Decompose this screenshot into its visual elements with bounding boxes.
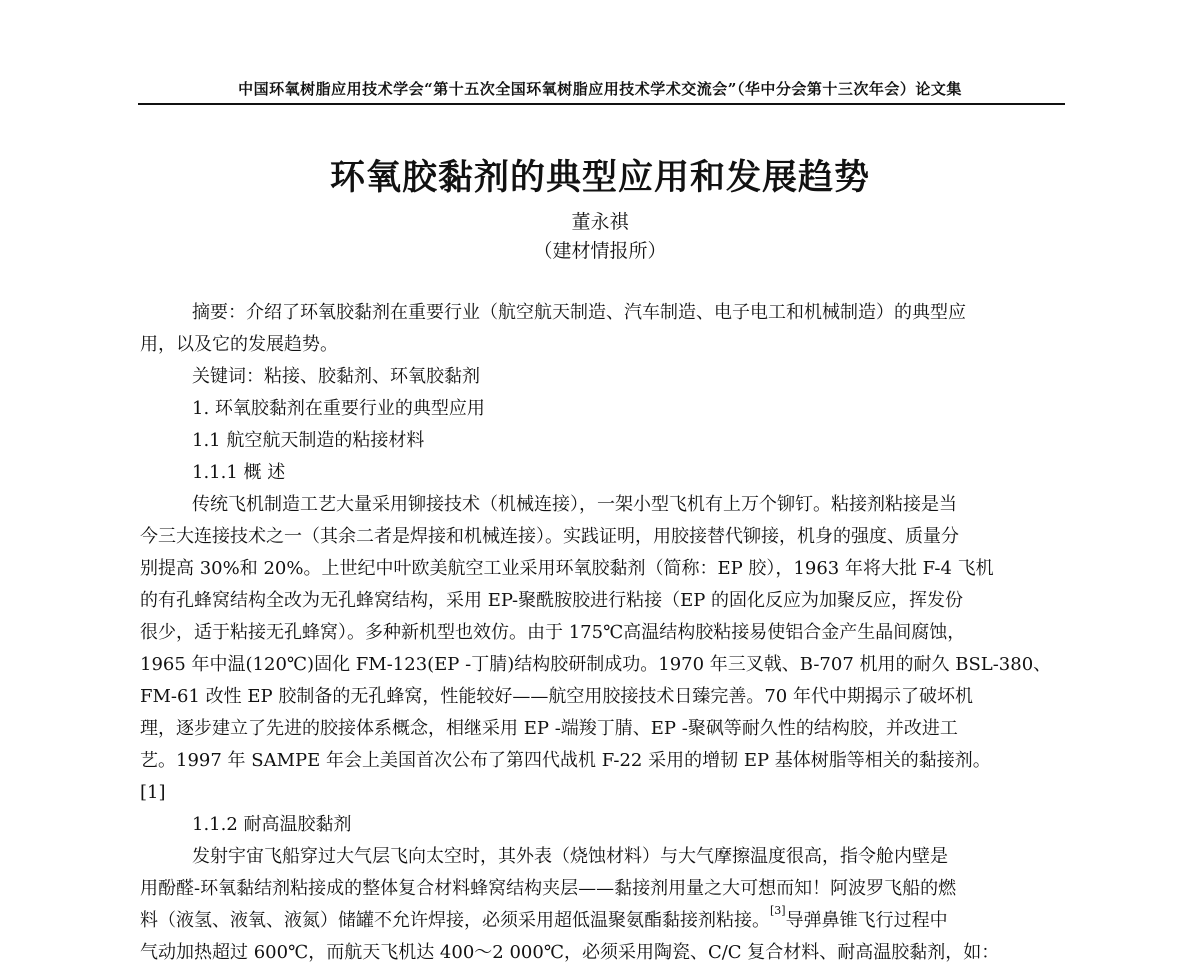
paragraph-1-line: FM-61 改性 EP 胶制备的无孔蜂窝，性能较好——航空用胶接技术日臻完善。70 年代中期揭示了破坏机	[140, 686, 973, 707]
paper-title: 环氧胶黏剂的典型应用和发展趋势	[329, 158, 870, 198]
paragraph-1-line: 今三大连接技术之一（其余二者是焊接和机械连接）。实践证明，用胶接替代铆接，机身的强度、质量分	[140, 526, 959, 547]
author-name: 董永祺	[571, 211, 629, 233]
abstract-line-2: 用，以及它的发展趋势。	[140, 334, 338, 355]
author-affiliation: （建材情报所）	[533, 240, 667, 262]
paragraph-2-text: 导弹鼻锥飞行过程中	[785, 910, 948, 931]
paragraph-2-line: 发射宇宙飞船穿过大气层飞向太空时，其外表（烧蚀材料）与大气摩擦温度很高，指令舱内壁是	[192, 846, 948, 867]
paragraph-1-line: 别提高 30%和 20%。上世纪中叶欧美航空工业采用环氧胶黏剂（简称：EP 胶），1963 年将大批 F-4 飞机	[140, 558, 994, 579]
paragraph-1-line: 1965 年中温(120℃)固化 FM-123(EP -丁腈)结构胶研制成功。1970 年三叉戟、B-707 机用的耐久 BSL-380、	[140, 654, 1052, 675]
paragraph-2-line: 气动加热超过 600℃，而航天飞机达 400～2 000℃，必须采用陶瓷、C/C 复合材料、耐高温胶黏剂，如：	[140, 942, 1000, 963]
header-rule	[138, 103, 1065, 105]
section-heading-1-1-2: 1.1.2 耐高温胶黏剂	[192, 814, 352, 835]
paragraph-2-text: 料（液氢、液氧、液氮）储罐不允许焊接，必须采用超低温聚氨酯黏接剂粘接。	[140, 910, 770, 931]
section-heading-1-1-1: 1.1.1 概 述	[192, 462, 286, 483]
paragraph-1-line: 很少，适于粘接无孔蜂窝）。多种新机型也效仿。由于 175℃高温结构胶粘接易使铝合金产生晶间腐蚀，	[140, 622, 966, 643]
reference-marker: [1]	[140, 782, 166, 803]
paragraph-2-line	[140, 905, 1060, 938]
running-head: 中国环氧树脂应用技术学会“第十五次全国环氧树脂应用技术学术交流会”（华中分会第十三次年会）论文集	[238, 80, 962, 98]
paragraph-1-line: 传统飞机制造工艺大量采用铆接技术（机械连接），一架小型飞机有上万个铆钉。粘接剂粘接是当	[192, 494, 957, 515]
paragraph-1-line: 艺。1997 年 SAMPE 年会上美国首次公布了第四代战机 F-22 采用的增韧 EP 基体树脂等相关的黏接剂。	[140, 750, 991, 771]
citation-superscript: [3]	[770, 904, 786, 917]
keywords: 关键词：粘接、胶黏剂、环氧胶黏剂	[192, 366, 480, 387]
section-heading-1-1: 1.1 航空航天制造的粘接材料	[192, 430, 425, 451]
abstract-line-1: 摘要：介绍了环氧胶黏剂在重要行业（航空航天制造、汽车制造、电子电工和机械制造）的典型应	[192, 302, 966, 323]
paragraph-1-line: 理，逐步建立了先进的胶接体系概念，相继采用 EP -端羧丁腈、EP -聚砜等耐久性的结构胶，并改进工	[140, 718, 958, 739]
section-heading-1: 1. 环氧胶黏剂在重要行业的典型应用	[192, 398, 485, 419]
paragraph-1-line: 的有孔蜂窝结构全改为无孔蜂窝结构，采用 EP-聚酰胺胶进行粘接（EP 的固化反应为加聚反应，挥发份	[140, 590, 964, 611]
paragraph-2-line: 用酚醛-环氧黏结剂粘接成的整体复合材料蜂窝结构夹层——黏接剂用量之大可想而知！阿波罗飞船的燃	[140, 878, 957, 899]
